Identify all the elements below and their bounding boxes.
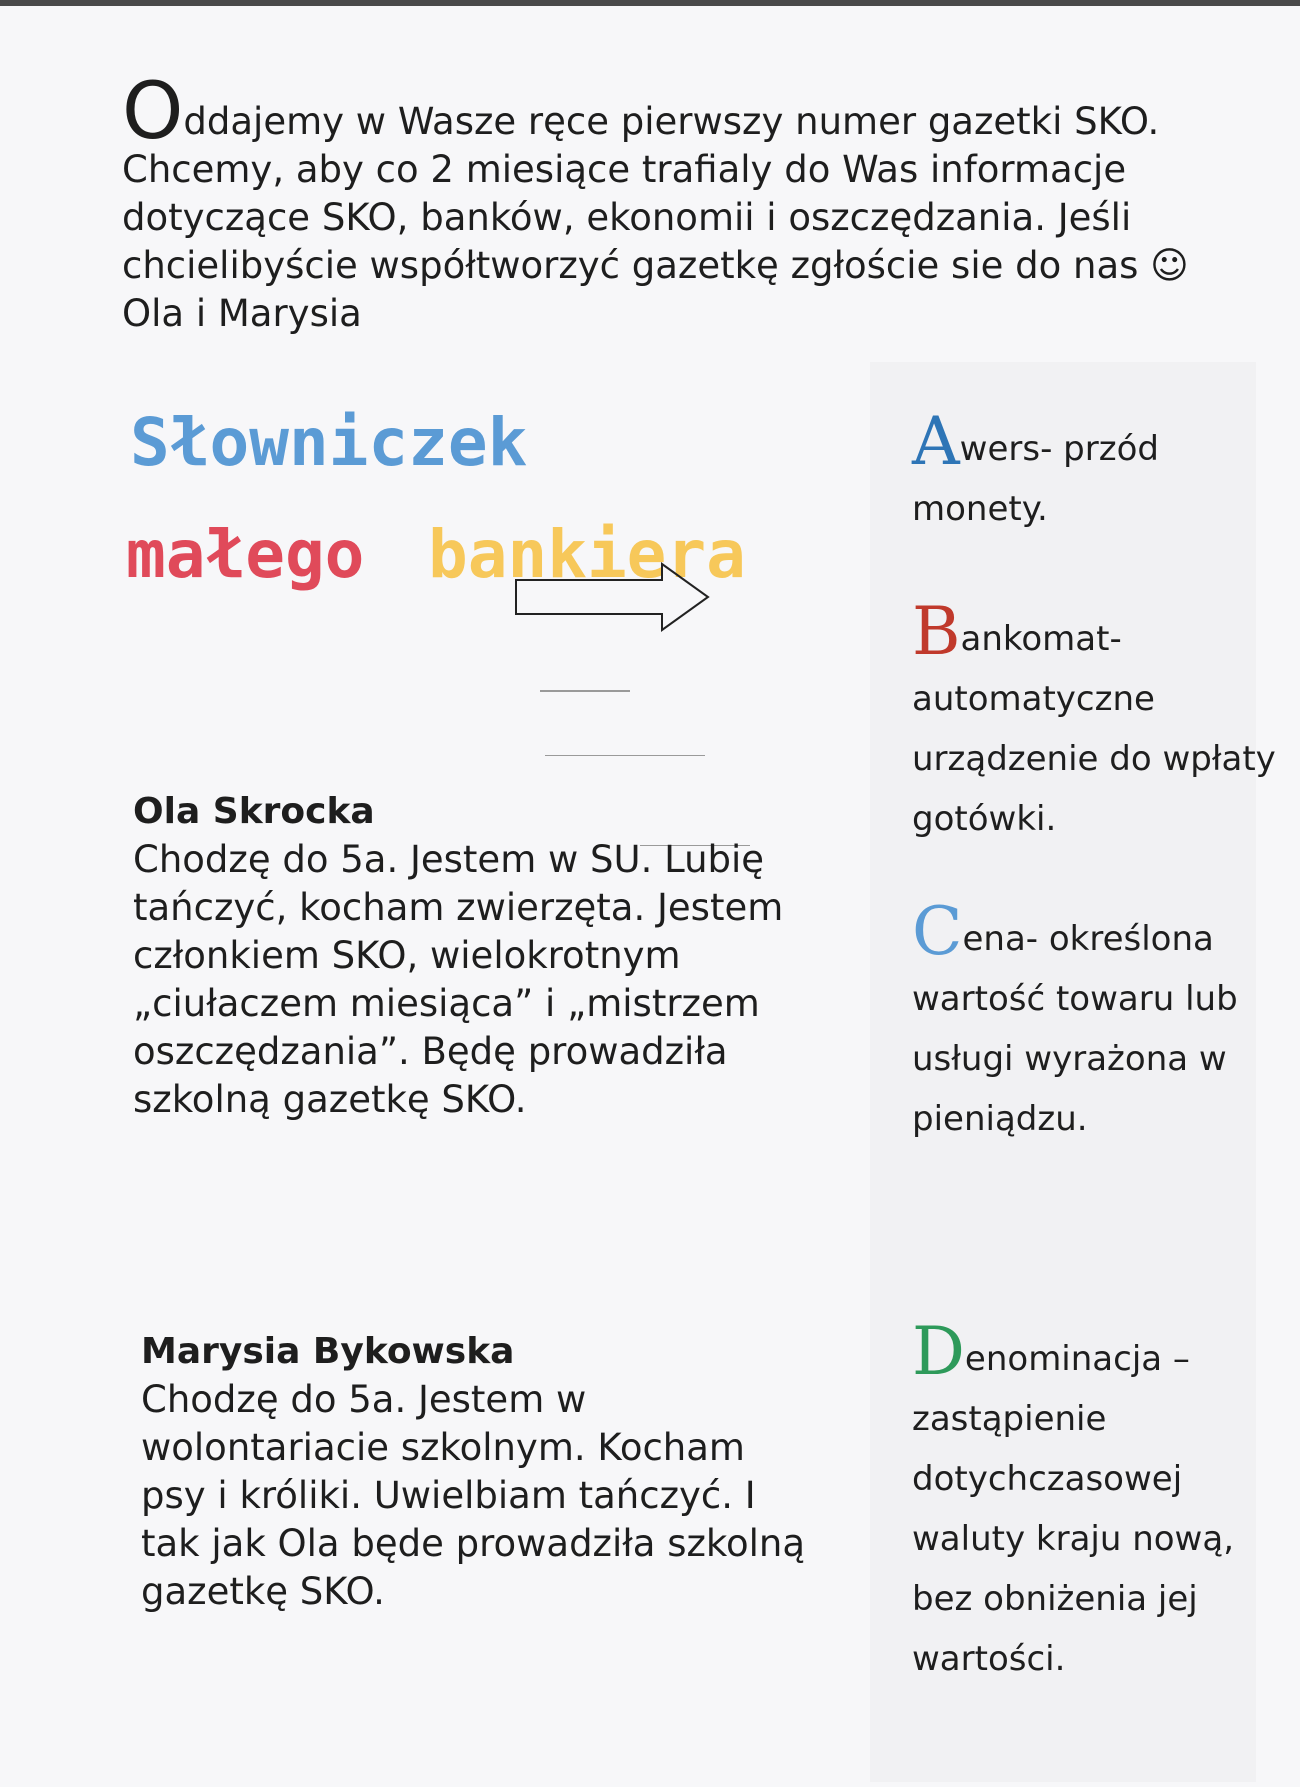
glossary-letter: C <box>912 893 963 970</box>
glossary-entry-awers <box>912 403 1282 539</box>
glossary-entry-cena <box>912 893 1282 1149</box>
bio-text: Chodzę do 5a. Jestem w wolontariacie szkolnym. Kocham psy i króliki. Uwielbiam tańczyć. I tak jak Ola będe prowadziła szkolną gazetkę SKO. <box>141 1378 806 1613</box>
glossary-text: ankomat- automatyczne urządzenie do wpłaty gotówki. <box>912 619 1276 839</box>
glossary-text: wers- przód monety. <box>912 429 1159 529</box>
top-border <box>0 0 1300 6</box>
glossary-entry-denominacja <box>912 1313 1282 1689</box>
glossary-letter: A <box>912 403 960 480</box>
glossary-title-line2b: bankiera <box>428 516 746 593</box>
bio-ola <box>133 788 833 1124</box>
arrow-right-icon <box>512 562 712 632</box>
bio-marysia <box>141 1328 821 1616</box>
glossary-title-line1: Słowniczek <box>130 404 528 481</box>
glossary-letter: B <box>912 593 961 670</box>
intro-first-line-text: ddajemy w Wasze ręce pierwszy numer gazetki SKO. <box>183 100 1160 143</box>
bio-name: Ola Skrocka <box>133 791 375 832</box>
glossary-text: enominacja – zastąpienie dotychczasowej waluty kraju nową, bez obniżenia jej wartości. <box>912 1339 1235 1679</box>
bio-text: Chodzę do 5a. Jestem w SU. Lubię tańczyć, kocham zwierzęta. Jestem członkiem SKO, wielokrotnym „ciułaczem miesiąca” i „mistrzem oszczędzania”. Będę prowadziła szkolną gazetkę SKO. <box>133 838 784 1121</box>
glossary-letter: D <box>912 1313 965 1390</box>
scan-speck <box>545 755 705 756</box>
glossary-entry-bankomat <box>912 593 1282 849</box>
intro-first-line <box>122 67 1242 157</box>
intro-drop-letter: O <box>122 67 184 157</box>
bio-name: Marysia Bykowska <box>141 1331 515 1372</box>
glossary-text: ena- określona wartość towaru lub usługi wyrażona w pieniądzu. <box>912 919 1238 1139</box>
intro-signature: Ola i Marysia <box>122 292 362 335</box>
glossary-title-line2a: małego <box>126 516 365 593</box>
scan-speck <box>540 690 630 692</box>
intro-paragraph <box>122 67 1242 338</box>
intro-body: Chcemy, aby co 2 miesiące trafialy do Was informacje dotyczące SKO, banków, ekonomii i oszczędzania. Jeśli chcielibyście współtworzyć gazetkę zgłoście sie do nas ☺ <box>122 148 1189 287</box>
